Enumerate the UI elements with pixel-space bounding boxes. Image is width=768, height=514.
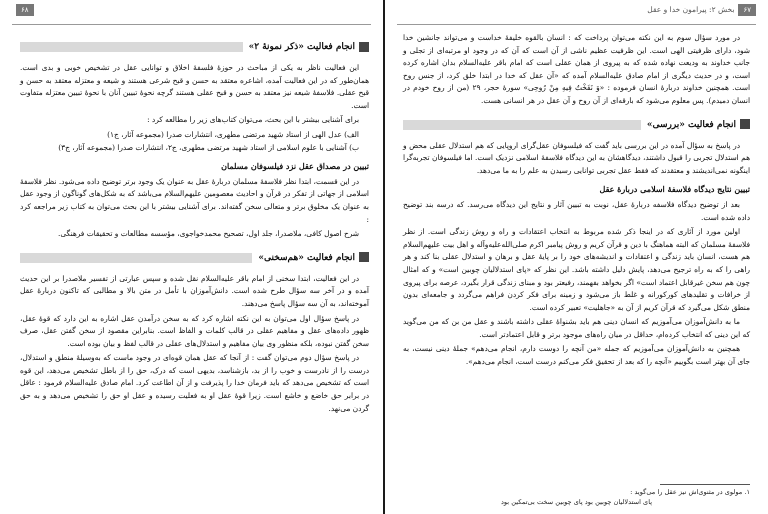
list-item: الف) عدل الهی از استاد شهید مرتضی مطهری، انتشارات صدرا (مجموعه آثار، ج۱)	[107, 129, 359, 139]
footnote-verse: پای استدلالیان چوبین بود پای چوبین سخت بی‌تمکین بود	[500, 498, 653, 506]
section-heading	[20, 249, 369, 267]
list-item: ب) آشنایی با علوم اسلامی از استاد شهید مرتضی مطهری، ج۲، انتشارات صدرا (مجموعه آثار، ج۳)	[58, 142, 359, 152]
paragraph: در این فعالیت، ابتدا سخنی از امام باقر علیه‌السلام نقل شده و سپس عبارتی از تفسیر ملاصدرا بر این حدیث آمده و در آخر سه سؤال طرح شده است. دانش‌آموزان با تأمل در متن بالا و مطالبی که تاکنون دربارهٔ عقل آموخته‌اند، به آن سه سؤال پاسخ می‌دهند.	[20, 273, 369, 308]
paragraph: شرح اصول کافی، ملاصدرا، جلد اول، تصحیح محمدخواجوی، مؤسسه مطالعات و تحقیقات فرهنگی.	[58, 229, 359, 239]
paragraph: در پاسخ سؤال اول می‌توان به این نکته اشاره کرد که به سخن درآمدن عقل اشاره به این دارد که قوهٔ عقل، ظهور داده‌های عقل و مفاهیم عقلی در قالب کلمات و الفاظ است. بنابراین مقصود از سخن گفتن عقل، صرف سخن گفتن نبوده، بلکه منظور وی بیان مفاهیم و استدلال‌های عقلی در قالب لفظ و بیان بوده است.	[20, 313, 369, 348]
square-bullet-icon	[359, 42, 369, 52]
subsection-title: تبیین در مصداق عقل نزد فیلسوفان مسلمان	[221, 161, 369, 172]
header-rule	[12, 24, 371, 25]
left-page-number: ۶۸	[16, 4, 34, 16]
section-heading-title: انجام فعالیت «بررسی»	[641, 116, 750, 134]
footnote-rule	[660, 484, 750, 485]
footnote	[403, 487, 750, 507]
reference-list	[20, 129, 359, 154]
running-header: بخش ۲: پیرامون خدا و عقل	[647, 5, 735, 14]
subsection-title: تبیین نتایج دیدگاه فلاسفهٔ اسلامی دربارهٔ عقل	[599, 184, 750, 195]
square-bullet-icon	[359, 252, 369, 262]
paragraph: در مورد سؤال سوم به این نکته می‌توان پرداخت که : انسان بالقوه خلیفهٔ خداست و می‌تواند جانشین خدا شود، دارای ظرفیتی الهی است. این ظرفیت عظیم ناشی از آن است که آن که در وجود او مرتبه‌ای از تجلی و جانب خداوند به ودیعت نهاده شده که به پیروی از همان عقلی است که امام باقر علیه‌السلام بدان اشاره کرده است، و در حدیث دیگری از امام صادق علیه‌السلام آمده که «آن عقل که خدا در ابتدا خلق کرد، از جنس روح است. همچنین خداوند دربارهٔ انسان فرموده : «وَ نَفَخْتُ فِیهِ مِنْ رُوحِی» سورهٔ حجر، ۲۹ (من از روح خودم در انسان دمیدم). پس معلوم می‌شود که بارقه‌ای از آن روح و آن عقل در هر انسانی هست.	[403, 33, 750, 105]
paragraph: بعد از توضیح دیدگاه فلاسفه دربارهٔ عقل، نوبت به تبیین آثار و نتایج این دیدگاه می‌رسد. که درسه بند توضیح داده شده است.	[403, 199, 750, 222]
left-page-body	[20, 30, 369, 417]
paragraph: ما به دانش‌آموزان می‌آموزیم که انسان دینی هم باید بشنواهٔ عقلی داشته باشند و عقل من بن که من می‌گوید که این دینی که انتخاب کرده‌ام، حداقل در میان راه‌های موجود برتر و قابل اعتمادتر است.	[403, 317, 750, 339]
paragraph: برای آشنایی بیشتر با این بحث، می‌توان کتاب‌های زیر را مطالعه کرد :	[147, 115, 359, 125]
left-page-header	[12, 4, 371, 24]
left-page	[0, 0, 383, 514]
right-page	[385, 0, 768, 514]
header-rule	[397, 24, 756, 25]
paragraph: اولین مورد از آثاری که در اینجا ذکر شده مربوط به انتخاب اعتقادات و راه و روش زندگی است. از نظر فلاسفهٔ مسلمان که البته هماهنگ با دین و قرآن کریم و روش پیامبر اکرم صلی‌الله‌علیه‌وآله و اهل بیت علیهم‌السلام هم هست، انسان باید زندگی و اعتقادات و اندیشه‌های خود را بر پایهٔ عقل و برهان و استدلال عقلی بنا کند و هر راهی را که به راه ترجیح می‌دهد، پایش دلیل داشته باشد. این نظر که «پای استدلالیان چوبین است» و که امثال چون هم سخن غیرقابل اعتماد است» اگر بخواهد بفهمند، رفیعتر بود و مبنای زندگی قرار بگیرد، عرصه برای پیروی از خرافات و تقلیدهای کورکورانه و غلط باز می‌شود و زمینه برای فکر کردن فراهم می‌گردد و جامعه‌ای بدون منطق شکل می‌گیرد که قرآن کریم از آن به «جاهلیت» تعبیر کرده است.	[403, 227, 750, 312]
section-heading	[20, 38, 369, 56]
paragraph: در پاسخ به سؤال آمده در این بررسی باید گفت که فیلسوفان عقل‌گرای اروپایی که هم استدلال عقلی محض و هم استدلال تجربی را قبول داشتند، دیدگاهشان به این دیدگاه فلاسفهٔ اسلامی نزدیک است. اما فیلسوفان تجربه‌گرا اینگونه نمی‌اندیشند و معتقدند که فقط عقل تجربی توانایی رسیدن به علم را به ما می‌دهد.	[403, 140, 750, 175]
square-bullet-icon	[740, 119, 750, 129]
paragraph: در پاسخ سؤال دوم می‌توان گفت : از آنجا که عقل همان قوه‌ای در وجود ماست که به‌وسیلهٔ منطق و استدلال، درست را از نادرست و خوب را از بد، بازشناسد، بدیهی است که درک، حق را از باطل تشخیص می‌دهد، این قوه است که تشخیص می‌دهد که باید فرمان خدا را پذیرفت و از آن اطاعت کرد. امام صادق علیه‌السلام فرمود : عاقل در برابر حق خاضع و خاشع است. زیرا قوهٔ عقل او به فعلیت رسیده و عقل او حق را تشخیص می‌دهد و به حق گردن می‌نهد.	[20, 353, 369, 413]
paragraph: این فعالیت ناظر به یکی از مباحث در حوزهٔ فلسفهٔ اخلاق و توانایی عقل در تشخیص خوبی و بدی است. همان‌طور که در این فعالیت آمده، اشاعره معتقد به حسن و قبح شرعی هستند و شیعه و معتزله معتقد به حسن و قبح عقلی. فلاسفهٔ شیعه نیز معتقد به حسن و قبح عقلی هستند گرچه نحوهٔ تبیین آنان با نحوهٔ تبیین معتزله متفاوت است.	[20, 63, 369, 110]
paragraph: همچنین به دانش‌آموزان می‌آموزیم که جمله «من آنچه را دوست دارم، انجام می‌دهم» جملهٔ دینی نیست، به جای آن بهتر است بگوییم «آنچه را که بعد از تحقیق فکر می‌کنم درست است، انجام می‌دهم».	[403, 344, 750, 367]
paragraph: در این قسمت، ابتدا نظر فلاسفهٔ مسلمان دربارهٔ عقل به عنوان یک وجود برتر توضیح داده می‌شود. نظر فلاسفهٔ اسلامی از جهاتی از تفکر در قرآن و احادیث معصومین علیهم‌السلام می‌باشد که به شکل‌های گوناگون از وجود عقل به عنوان یک مخلوق برتر و متعالی سخن گفته‌اند. برای آشنایی بیشتر با این بحث می‌توان به کتاب زیر مراجعه کرد :	[20, 176, 369, 224]
right-page-header	[397, 4, 756, 24]
section-heading	[403, 116, 750, 134]
right-page-body	[403, 32, 750, 371]
right-page-number: ۶۷	[738, 4, 756, 16]
section-heading-title: انجام فعالیت «هم‌سخنی»	[252, 249, 369, 267]
footnote-text: ۱. مولوی در مثنوی‌اش نیز عقل را می‌گوید :	[630, 488, 750, 496]
section-heading-title: انجام فعالیت «ذکر نمونهٔ ۲»	[243, 38, 369, 56]
